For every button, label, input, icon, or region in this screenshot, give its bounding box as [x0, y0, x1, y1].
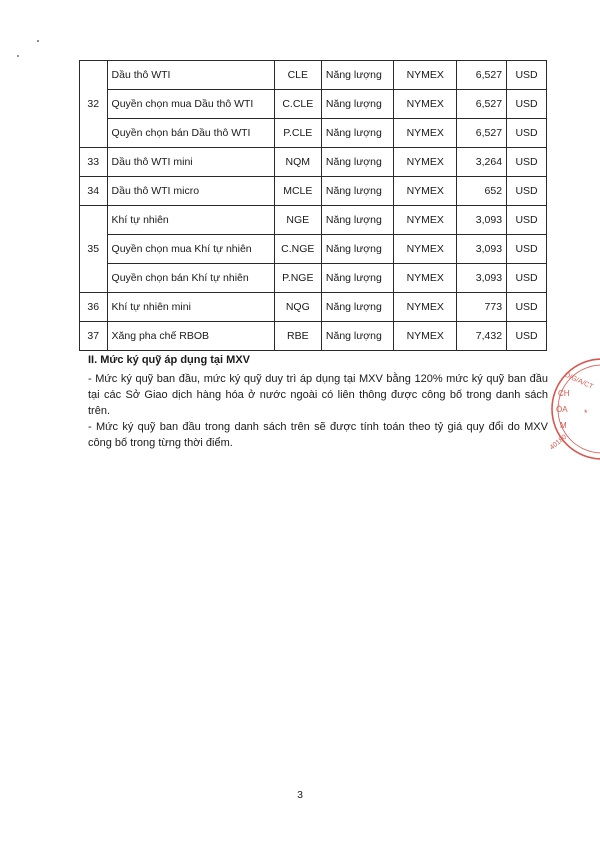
currency-cell: USD — [507, 264, 547, 293]
currency-cell: USD — [507, 206, 547, 235]
product-group-cell: Năng lượng — [321, 235, 393, 264]
product-group-cell: Năng lượng — [321, 61, 393, 90]
margin-cell: 652 — [457, 177, 507, 206]
page-number: 3 — [297, 789, 303, 801]
company-seal — [540, 354, 600, 464]
table-row — [80, 293, 547, 322]
product-group-cell: Năng lượng — [321, 177, 393, 206]
margin-cell: 6,527 — [457, 90, 507, 119]
product-code-cell: MCLE — [274, 177, 321, 206]
product-name-cell: Quyền chọn mua Khí tự nhiên — [107, 235, 274, 264]
product-name-cell: Quyền chọn mua Dầu thô WTI — [107, 90, 274, 119]
product-code-cell: RBE — [274, 322, 321, 351]
exchange-cell: NYMEX — [394, 61, 457, 90]
product-code-cell: NQG — [274, 293, 321, 322]
product-name-cell: Quyền chọn bán Khí tự nhiên — [107, 264, 274, 293]
product-code-cell: P.CLE — [274, 119, 321, 148]
table-row — [80, 119, 547, 148]
table-row — [80, 235, 547, 264]
seal-icon — [540, 354, 600, 464]
currency-cell: USD — [507, 177, 547, 206]
exchange-cell: NYMEX — [394, 322, 457, 351]
policy-paragraph: - Mức ký quỹ ban đầu trong danh sách trên sẽ được tính toán theo tỷ giá quy đổi do MXV công bố trong từng thời điểm. — [88, 421, 548, 449]
policy-paragraph: - Mức ký quỹ ban đầu, mức ký quỹ duy trì áp dụng tại MXV bằng 120% mức ký quỹ ban đầu tại các Sở Giao dịch hàng hóa ở nước ngoài có liên thông được công bố trong danh sách trên. — [88, 373, 548, 417]
scan-speck — [17, 55, 19, 57]
product-group-cell: Năng lượng — [321, 322, 393, 351]
exchange-cell: NYMEX — [394, 90, 457, 119]
margin-cell: 3,264 — [457, 148, 507, 177]
seal-text-mid: CH — [558, 389, 570, 398]
table-row — [80, 206, 547, 235]
margin-cell: 773 — [457, 293, 507, 322]
seal-star-icon: * — [584, 408, 588, 418]
table-row — [80, 90, 547, 119]
product-name-cell: Xăng pha chế RBOB — [107, 322, 274, 351]
margin-cell: 7,432 — [457, 322, 507, 351]
stt-cell: 35 — [80, 206, 108, 293]
stt-cell: 34 — [80, 177, 108, 206]
product-name-cell: Dầu thô WTI — [107, 61, 274, 90]
currency-cell: USD — [507, 148, 547, 177]
margin-table — [79, 60, 547, 351]
product-code-cell: C.CLE — [274, 90, 321, 119]
seal-text-top: Ô/G/A/CT — [563, 371, 594, 391]
stt-cell: 32 — [80, 61, 108, 148]
exchange-cell: NYMEX — [394, 206, 457, 235]
table-row — [80, 148, 547, 177]
currency-cell: USD — [507, 293, 547, 322]
stt-cell: 33 — [80, 148, 108, 177]
product-code-cell: P.NGE — [274, 264, 321, 293]
table-row — [80, 264, 547, 293]
currency-cell: USD — [507, 119, 547, 148]
product-code-cell: CLE — [274, 61, 321, 90]
seal-text-mid: M — [560, 421, 567, 430]
product-group-cell: Năng lượng — [321, 264, 393, 293]
currency-cell: USD — [507, 235, 547, 264]
product-name-cell: Dầu thô WTI micro — [107, 177, 274, 206]
stt-cell: 37 — [80, 322, 108, 351]
exchange-cell: NYMEX — [394, 235, 457, 264]
margin-cell: 3,093 — [457, 235, 507, 264]
exchange-cell: NYMEX — [394, 119, 457, 148]
product-code-cell: NQM — [274, 148, 321, 177]
seal-text-bottom: 40180 — [548, 433, 569, 452]
exchange-cell: NYMEX — [394, 293, 457, 322]
margin-cell: 3,093 — [457, 206, 507, 235]
product-group-cell: Năng lượng — [321, 293, 393, 322]
margin-cell: 6,527 — [457, 61, 507, 90]
product-group-cell: Năng lượng — [321, 119, 393, 148]
table-row — [80, 177, 547, 206]
product-name-cell: Quyền chọn bán Dầu thô WTI — [107, 119, 274, 148]
table-row — [80, 322, 547, 351]
product-name-cell: Dầu thô WTI mini — [107, 148, 274, 177]
stt-cell: 36 — [80, 293, 108, 322]
product-group-cell: Năng lượng — [321, 206, 393, 235]
margin-cell: 6,527 — [457, 119, 507, 148]
product-group-cell: Năng lượng — [321, 148, 393, 177]
section-heading: II. Mức ký quỹ áp dụng tại MXV — [88, 354, 250, 366]
product-code-cell: C.NGE — [274, 235, 321, 264]
product-name-cell: Khí tự nhiên mini — [107, 293, 274, 322]
product-code-cell: NGE — [274, 206, 321, 235]
seal-text-mid: ÓA — [556, 405, 568, 414]
currency-cell: USD — [507, 322, 547, 351]
currency-cell: USD — [507, 90, 547, 119]
margin-policy-section — [88, 352, 548, 451]
product-group-cell: Năng lượng — [321, 90, 393, 119]
scan-speck — [37, 40, 39, 42]
exchange-cell: NYMEX — [394, 177, 457, 206]
currency-cell: USD — [507, 61, 547, 90]
exchange-cell: NYMEX — [394, 264, 457, 293]
product-name-cell: Khí tự nhiên — [107, 206, 274, 235]
table-row — [80, 61, 547, 90]
exchange-cell: NYMEX — [394, 148, 457, 177]
margin-cell: 3,093 — [457, 264, 507, 293]
